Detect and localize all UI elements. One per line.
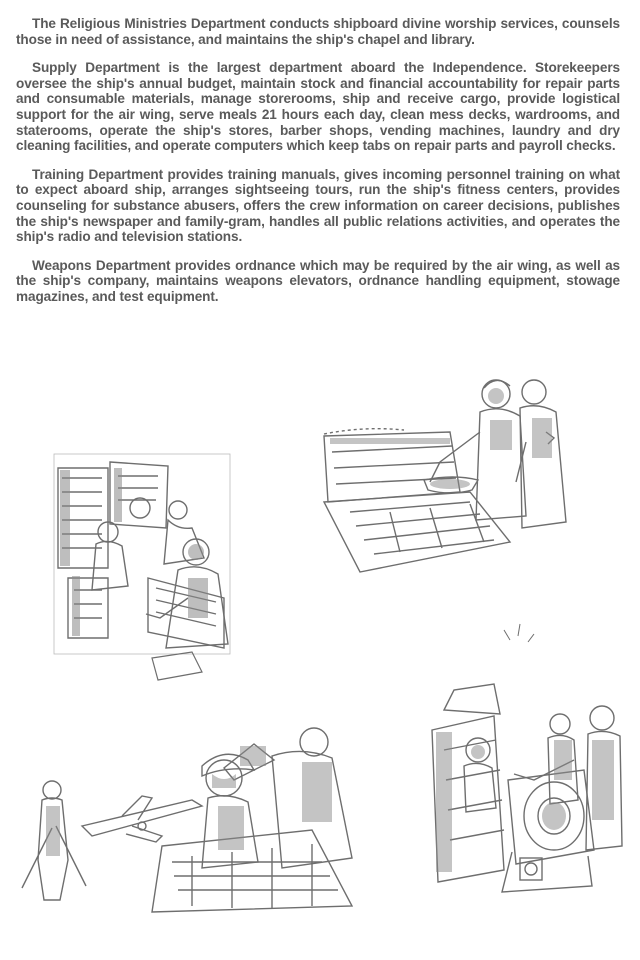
photo-mess-line <box>320 372 576 584</box>
photo-flight-deck <box>12 716 364 916</box>
flight-deck-illustration <box>12 716 364 916</box>
control-room-illustration <box>48 448 236 684</box>
paragraph-training-department: Training Department provides training manuals, gives incoming personnel training on what to expect aboard ship, arranges sightseeing tours, run the ship's fitness centers, provides counseling for substance abusers, offers the crew information on career decisions, publishes the ship's newspaper and family-gram, handles all public relations activities, and operates the ship's radio and television stations. <box>16 166 620 245</box>
paragraph-weapons-department: Weapons Department provides ordnance which may be required by the air wing, as well as the ship's company, maintains weapons elevators, ordnance handling equipment, stowage magazines, and test equipment. <box>16 257 620 304</box>
paragraph-supply-department: Supply Department is the largest department aboard the Independence. Storekeepers oversee the ship's annual budget, maintain stock and financial accountability for repair parts and consumable materials, manage storerooms, ship and receive cargo, provide logistical support for the air wing, serve meals 21 hours each day, clean mess decks, wardrooms, and staterooms, operate the ship's stores, barber shops, vending machines, laundry and dry cleaning facilities, and operate computers which keep tabs on repair parts and payroll checks. <box>16 60 620 154</box>
body-text <box>16 16 620 318</box>
ordnance-illustration <box>424 620 624 904</box>
paragraph-religious-ministries: The Religious Ministries Department conducts shipboard divine worship services, counsels those in need of assistance, and maintains the ship's chapel and library. <box>16 16 620 47</box>
photo-control-room <box>48 448 236 684</box>
photo-ordnance <box>424 620 624 904</box>
mess-line-illustration <box>320 372 576 584</box>
